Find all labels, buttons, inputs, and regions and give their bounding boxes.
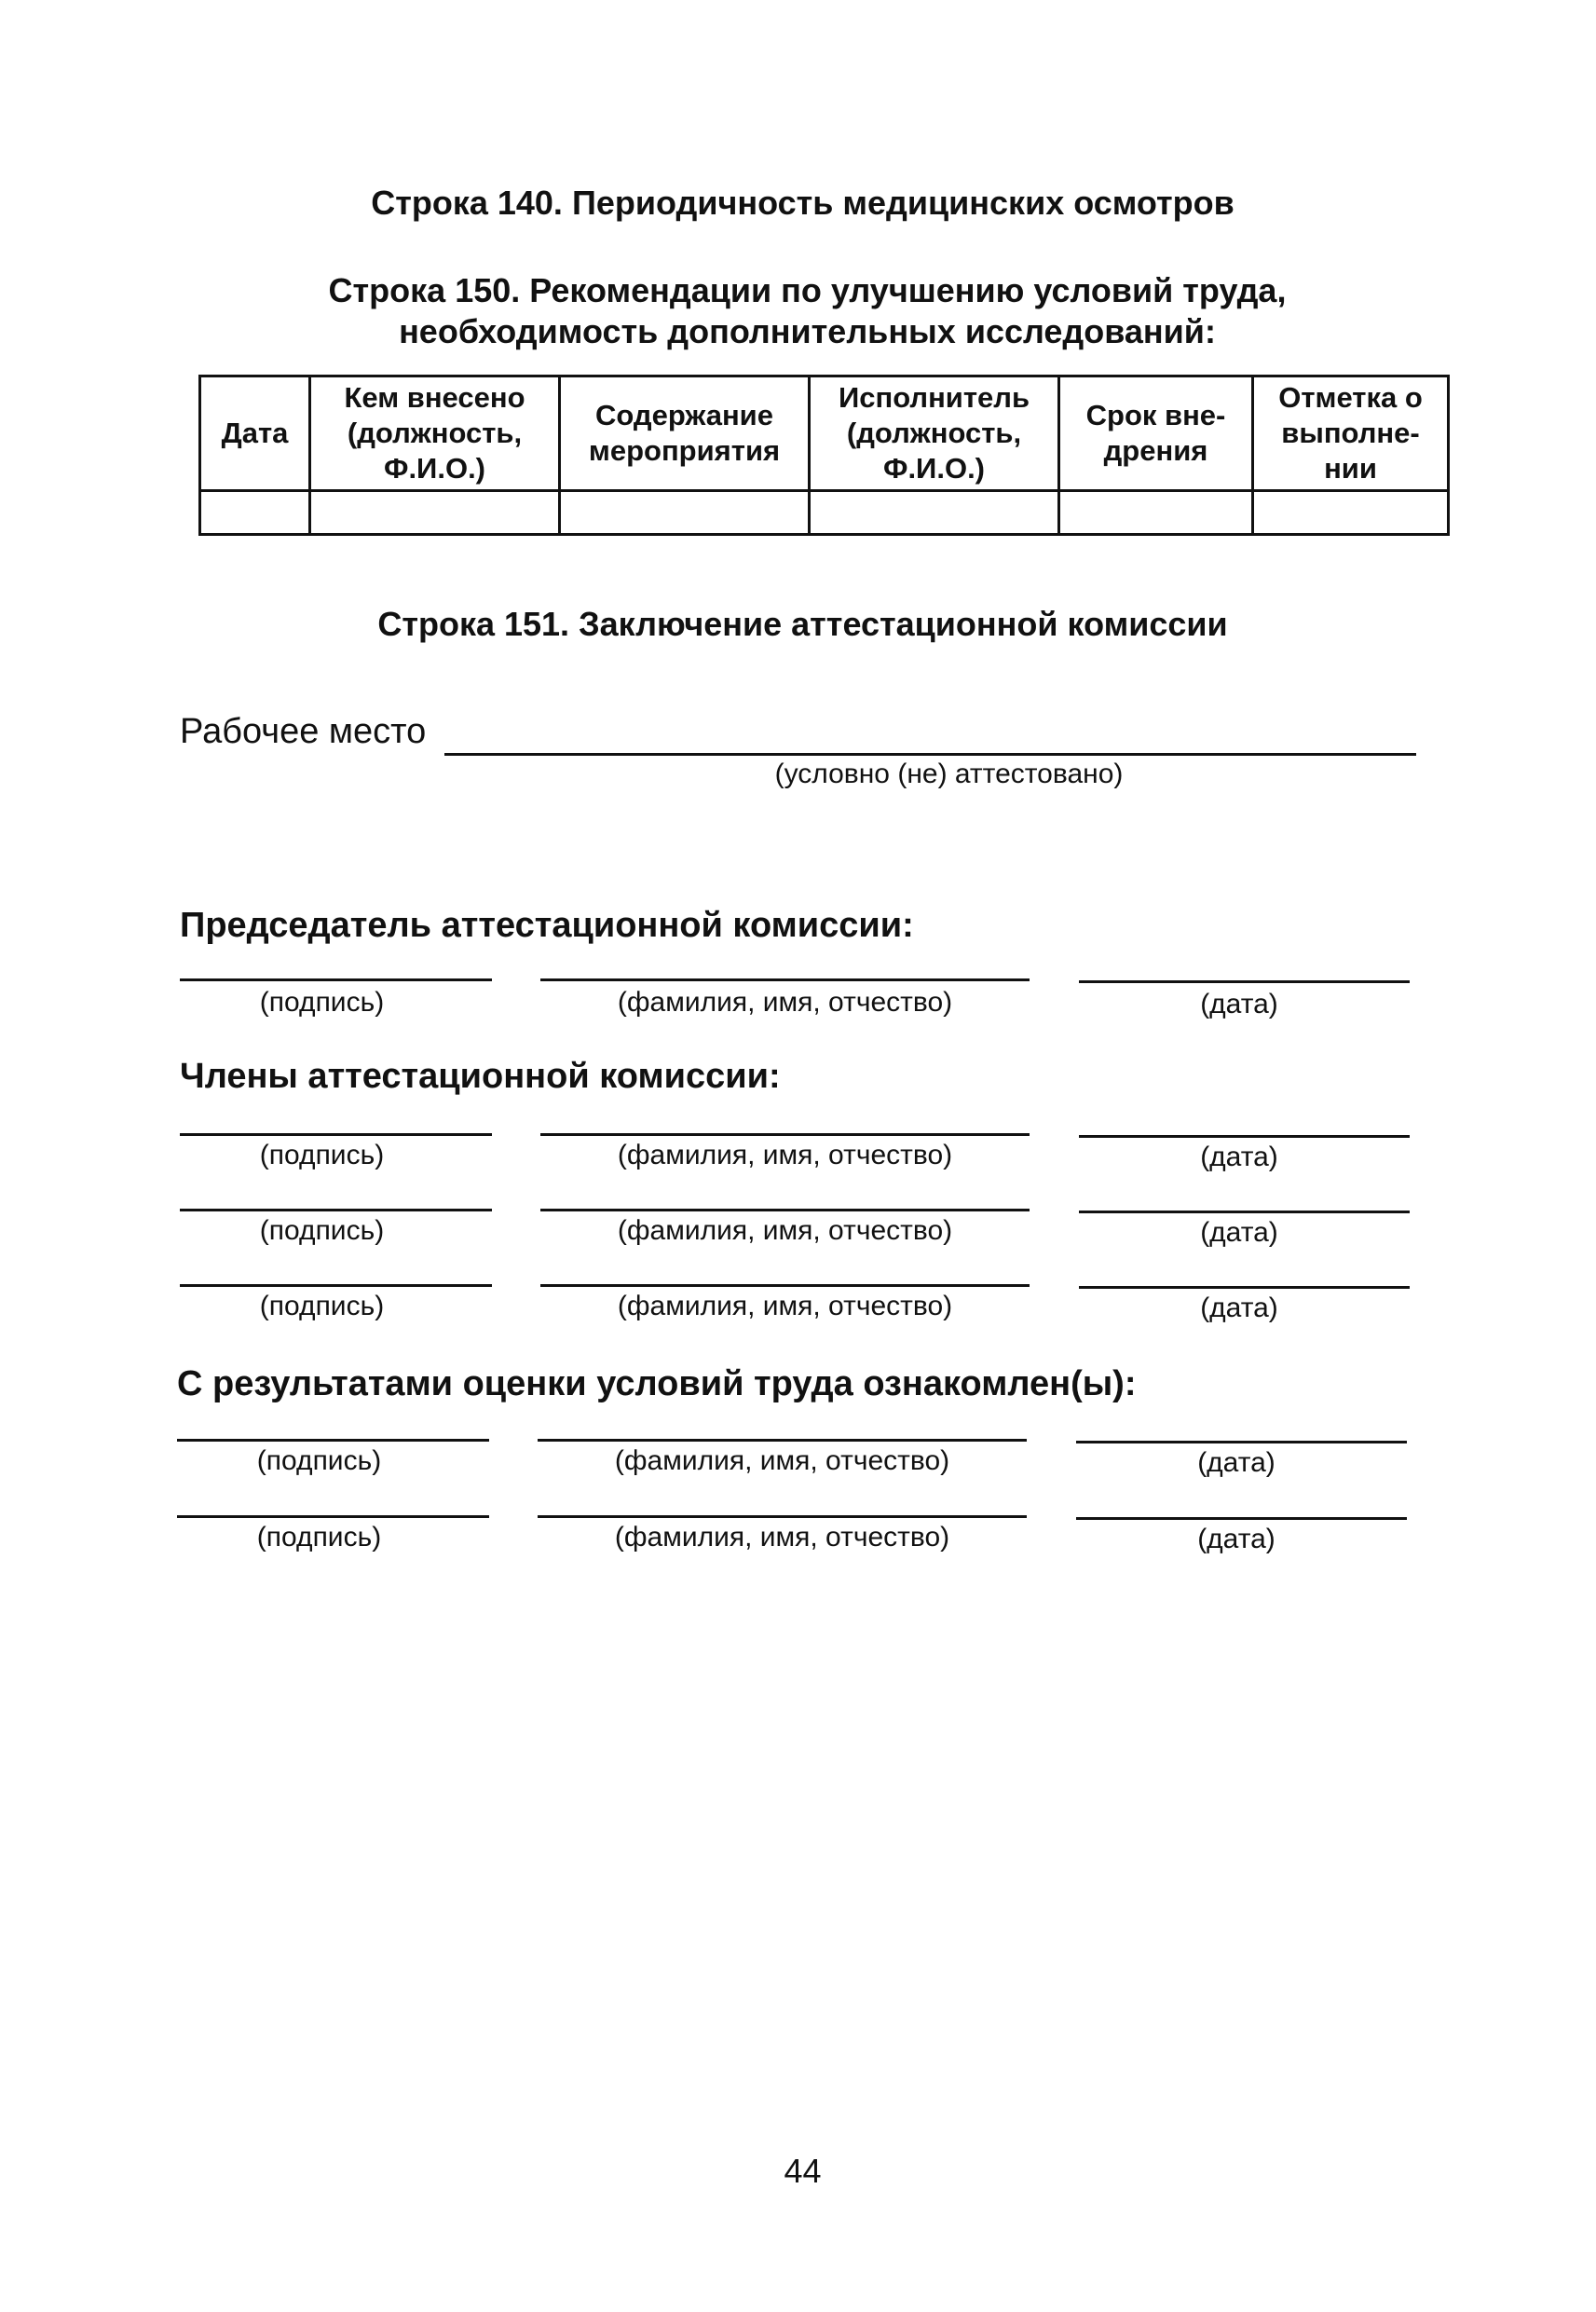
workplace-hint: (условно (не) аттестовано) xyxy=(774,759,1124,789)
name-hint: (фамилия, имя, отчество) xyxy=(617,987,953,1018)
table-cell[interactable] xyxy=(560,491,810,535)
date-line[interactable] xyxy=(1076,1517,1407,1520)
chairman-section-title: Председатель аттестационной комиссии: xyxy=(180,906,914,945)
heading-line-151: Строка 151. Заключение аттестационной комиссии xyxy=(377,605,1228,643)
name-line[interactable] xyxy=(540,1133,1030,1136)
column-header-completion-mark: Отметка о выполне- нии xyxy=(1253,376,1449,491)
signature-hint: (подпись) xyxy=(259,1291,385,1321)
heading-line-140: Строка 140. Периодичность медицинских осмотров xyxy=(371,184,1235,222)
workplace-input-line[interactable] xyxy=(444,753,1416,756)
column-header-deadline: Срок вне- дрения xyxy=(1059,376,1253,491)
table-header-row xyxy=(200,376,1449,491)
recommendations-table xyxy=(198,375,1450,536)
members-section-title: Члены аттестационной комиссии: xyxy=(180,1057,781,1096)
workplace-label: Рабочее место xyxy=(180,712,427,751)
name-line[interactable] xyxy=(540,1209,1030,1211)
table-cell[interactable] xyxy=(200,491,310,535)
page-number: 44 xyxy=(784,2152,822,2190)
table-row xyxy=(200,491,1449,535)
date-line[interactable] xyxy=(1079,980,1410,983)
date-hint: (дата) xyxy=(1197,1524,1275,1554)
signature-hint: (подпись) xyxy=(259,987,385,1018)
acquainted-section-title: С результатами оценки условий труда ознакомлен(ы): xyxy=(177,1364,1137,1403)
name-line[interactable] xyxy=(538,1439,1027,1442)
table-cell[interactable] xyxy=(310,491,560,535)
column-header-entered-by: Кем внесено (должность, Ф.И.О.) xyxy=(310,376,560,491)
column-header-executor: Исполнитель (должность, Ф.И.О.) xyxy=(810,376,1059,491)
name-line[interactable] xyxy=(538,1515,1027,1518)
name-hint: (фамилия, имя, отчество) xyxy=(617,1291,953,1321)
name-line[interactable] xyxy=(540,1284,1030,1287)
signature-line[interactable] xyxy=(180,978,492,981)
column-header-measure-content: Содержание мероприятия xyxy=(560,376,810,491)
date-line[interactable] xyxy=(1079,1211,1410,1213)
signature-row xyxy=(0,1515,1596,1571)
signature-row xyxy=(0,1284,1596,1340)
date-line[interactable] xyxy=(1076,1441,1407,1443)
name-hint: (фамилия, имя, отчество) xyxy=(614,1445,950,1476)
name-hint: (фамилия, имя, отчество) xyxy=(614,1522,950,1553)
signature-hint: (подпись) xyxy=(259,1140,385,1170)
table-cell[interactable] xyxy=(810,491,1059,535)
heading-line-150 xyxy=(0,270,1596,352)
signature-hint: (подпись) xyxy=(259,1215,385,1246)
heading-line-150-part2: необходимость дополнительных исследований: xyxy=(399,312,1216,350)
name-hint: (фамилия, имя, отчество) xyxy=(617,1140,953,1170)
date-hint: (дата) xyxy=(1200,1217,1278,1248)
signature-row xyxy=(0,1133,1596,1189)
date-hint: (дата) xyxy=(1197,1447,1275,1478)
date-line[interactable] xyxy=(1079,1135,1410,1138)
date-line[interactable] xyxy=(1079,1286,1410,1289)
table-cell[interactable] xyxy=(1059,491,1253,535)
signature-hint: (подпись) xyxy=(256,1445,382,1476)
signature-line[interactable] xyxy=(180,1284,492,1287)
signature-hint: (подпись) xyxy=(256,1522,382,1553)
column-header-date: Дата xyxy=(200,376,310,491)
signature-line[interactable] xyxy=(180,1133,492,1136)
date-hint: (дата) xyxy=(1200,989,1278,1019)
signature-row xyxy=(0,1209,1596,1265)
name-line[interactable] xyxy=(540,978,1030,981)
date-hint: (дата) xyxy=(1200,1142,1278,1172)
signature-line[interactable] xyxy=(180,1209,492,1211)
signature-line[interactable] xyxy=(177,1439,489,1442)
table-cell[interactable] xyxy=(1253,491,1449,535)
signature-line[interactable] xyxy=(177,1515,489,1518)
name-hint: (фамилия, имя, отчество) xyxy=(617,1215,953,1246)
signature-row xyxy=(0,1439,1596,1495)
signature-row xyxy=(0,978,1596,1034)
date-hint: (дата) xyxy=(1200,1293,1278,1323)
heading-line-150-part1: Строка 150. Рекомендации по улучшению условий труда, xyxy=(328,271,1287,309)
